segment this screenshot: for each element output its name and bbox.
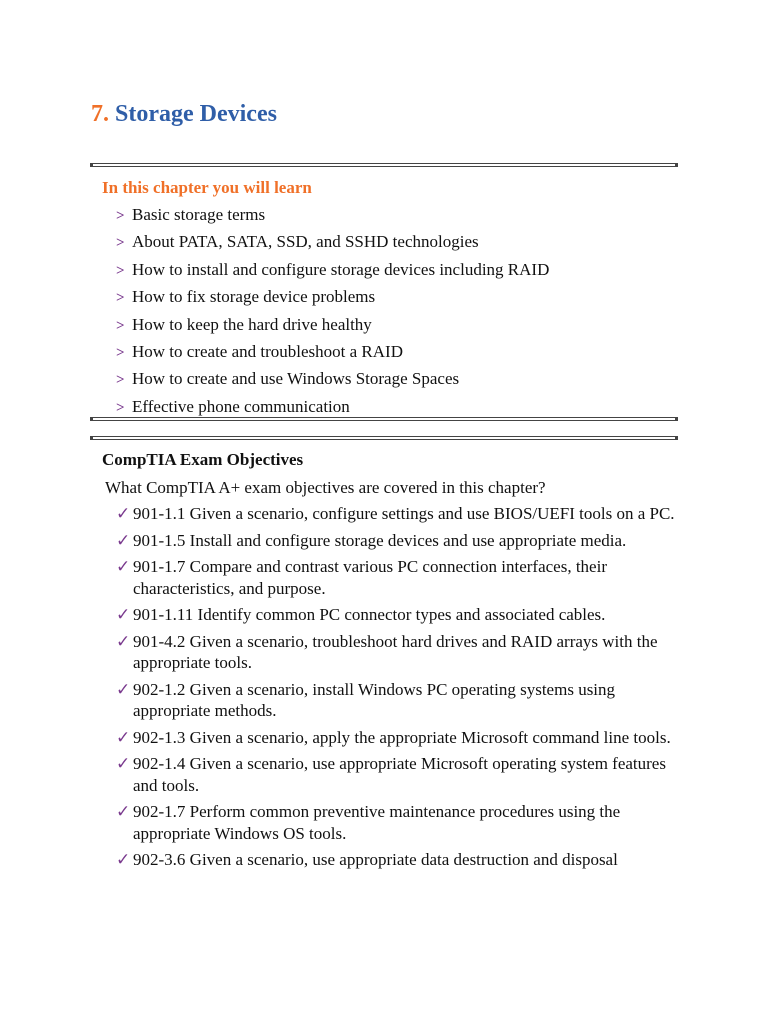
checkmark-icon: ✓	[116, 605, 131, 625]
list-item: > About PATA, SATA, SSD, and SSHD technologies	[116, 229, 549, 256]
checkmark-icon: ✓	[116, 530, 131, 551]
list-item: ✓ 901-1.1 Given a scenario, configure settings and use BIOS/UEFI tools on a PC.	[116, 504, 675, 524]
arrow-icon: >	[116, 317, 125, 334]
checkmark-icon: ✓	[116, 679, 131, 700]
list-item: > How to fix storage device problems	[116, 284, 549, 311]
checkmark-icon: ✓	[116, 557, 131, 577]
arrow-icon: >	[116, 345, 125, 362]
divider-middle-2	[90, 436, 678, 440]
list-item: ✓ 902-1.4 Given a scenario, use appropriate Microsoft operating system features and tools.	[116, 754, 666, 795]
list-item: > Basic storage terms	[116, 202, 549, 229]
list-item: > How to create and troubleshoot a RAID	[116, 339, 549, 366]
checkmark-icon: ✓	[116, 631, 131, 652]
checkmark-icon: ✓	[116, 754, 131, 774]
list-item: ✓ 901-4.2 Given a scenario, troubleshoot hard drives and RAID arrays with the appropriate tools.	[116, 631, 658, 672]
divider-top	[90, 163, 678, 167]
list-item: ✓ 901-1.11 Identify common PC connector types and associated cables.	[116, 605, 606, 625]
list-item: ✓ 901-1.7 Compare and contrast various PC connection interfaces, their characteristics, and purpose.	[116, 557, 607, 598]
list-item: ✓ 902-1.2 Given a scenario, install Windows PC operating systems using appropriate methods.	[116, 679, 616, 720]
divider-middle-1	[90, 417, 678, 421]
chapter-number: 7.	[91, 101, 109, 127]
arrow-icon: >	[116, 262, 125, 279]
list-item: > How to keep the hard drive healthy	[116, 312, 549, 339]
chapter-title-text: Storage Devices	[115, 101, 277, 127]
objectives-list	[116, 503, 676, 876]
list-item: > How to install and configure storage devices including RAID	[116, 257, 549, 284]
checkmark-icon: ✓	[116, 850, 131, 870]
checkmark-icon: ✓	[116, 504, 131, 524]
objectives-intro: What CompTIA A+ exam objectives are covered in this chapter?	[105, 478, 546, 497]
objectives-heading: CompTIA Exam Objectives	[102, 450, 304, 469]
list-item: > How to create and use Windows Storage Spaces	[116, 366, 549, 393]
list-item: ✓ 902-1.7 Perform common preventive maintenance procedures using the appropriate Windows OS tools.	[116, 802, 621, 843]
list-item: ✓ 901-1.5 Install and configure storage devices and use appropriate media.	[116, 530, 627, 551]
arrow-icon: >	[116, 399, 125, 416]
chapter-title	[91, 101, 277, 128]
arrow-icon: >	[116, 208, 125, 224]
arrow-icon: >	[116, 290, 125, 307]
learn-list	[116, 202, 549, 421]
learn-heading: In this chapter you will learn	[102, 178, 312, 197]
list-item: > Effective phone communication	[116, 394, 549, 421]
arrow-icon: >	[116, 235, 125, 252]
arrow-icon: >	[116, 372, 125, 389]
list-item: ✓ 902-3.6 Given a scenario, use appropriate data destruction and disposal	[116, 850, 618, 870]
list-item: ✓ 902-1.3 Given a scenario, apply the appropriate Microsoft command line tools.	[116, 727, 671, 748]
checkmark-icon: ✓	[116, 802, 131, 822]
checkmark-icon: ✓	[116, 727, 131, 748]
